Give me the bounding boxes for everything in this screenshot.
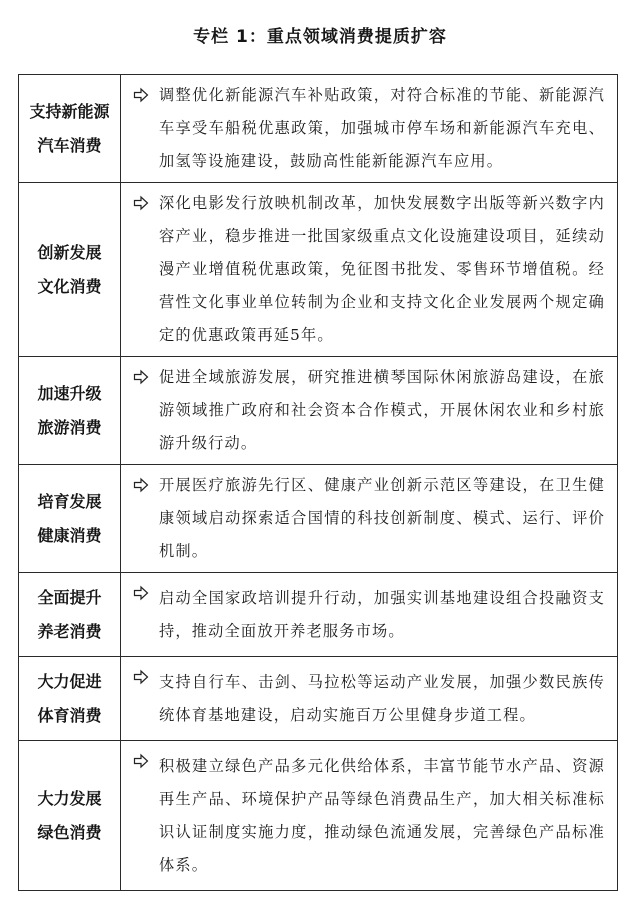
row-description-text: 启动全国家政培训提升行动，加强实训基地建设组合投融资支持，推动全面放开养老服务市场。 <box>159 588 605 640</box>
policy-table-body <box>19 75 618 891</box>
row-content <box>121 75 618 183</box>
table-row <box>19 741 618 891</box>
white-right-arrow-icon <box>133 669 149 685</box>
table-row <box>19 573 618 657</box>
row-content <box>121 465 618 573</box>
row-content <box>121 357 618 465</box>
row-content <box>121 657 618 741</box>
category-label-line-2: 健康消费 <box>37 525 102 545</box>
category-label-line-1: 加速升级 <box>37 383 102 403</box>
white-right-arrow-icon <box>133 585 149 601</box>
white-right-arrow-icon <box>133 477 149 493</box>
row-content <box>121 741 618 891</box>
row-content <box>121 573 618 657</box>
category-label-line-2: 绿色消费 <box>37 822 102 842</box>
white-right-arrow-icon <box>133 87 149 103</box>
page-title: 专栏 1：重点领域消费提质扩容 <box>193 27 447 47</box>
row-description-text: 促进全域旅游发展，研究推进横琴国际休闲旅游岛建设，在旅游领域推广政府和社会资本合作模式，开展休闲农业和乡村旅游升级行动。 <box>159 368 605 452</box>
white-right-arrow-icon <box>133 195 149 211</box>
row-description-text: 积极建立绿色产品多元化供给体系，丰富节能节水产品、资源再生产品、环境保护产品等绿色消费品生产，加大相关标准标识认证制度实施力度，推动绿色流通发展，完善绿色产品标准体系。 <box>159 756 605 874</box>
category-label-line-2: 汽车消费 <box>37 135 102 155</box>
row-content <box>121 183 618 357</box>
category-label-line-1: 全面提升 <box>37 587 102 607</box>
row-category-label <box>19 183 121 357</box>
table-row <box>19 357 618 465</box>
category-label-line-1: 创新发展 <box>37 242 102 262</box>
policy-table <box>18 74 618 891</box>
category-label-line-1: 培育发展 <box>37 491 102 511</box>
category-label-line-1: 大力促进 <box>37 671 102 691</box>
row-category-label <box>19 741 121 891</box>
row-category-label <box>19 465 121 573</box>
white-right-arrow-icon <box>133 753 149 769</box>
category-label-line-2: 养老消费 <box>37 621 102 641</box>
table-row <box>19 75 618 183</box>
row-description-text: 深化电影发行放映机制改革，加快发展数字出版等新兴数字内容产业，稳步推进一批国家级重点文化设施建设项目，延续动漫产业增值税优惠政策，免征图书批发、零售环节增值税。经营性文化事业单位转制为企业和支持文化企业发展两个规定确定的优惠政策再延5年。 <box>159 194 605 344</box>
row-category-label <box>19 357 121 465</box>
row-category-label <box>19 75 121 183</box>
category-label-line-2: 体育消费 <box>37 705 102 725</box>
category-label-line-1: 大力发展 <box>37 788 102 808</box>
category-label-line-2: 旅游消费 <box>37 417 102 437</box>
table-row <box>19 465 618 573</box>
table-row <box>19 657 618 741</box>
row-description-text: 调整优化新能源汽车补贴政策，对符合标准的节能、新能源汽车享受车船税优惠政策，加强城市停车场和新能源汽车充电、加氢等设施建设，鼓励高性能新能源汽车应用。 <box>159 86 605 170</box>
row-category-label <box>19 573 121 657</box>
table-row <box>19 183 618 357</box>
row-description-text: 支持自行车、击剑、马拉松等运动产业发展，加强少数民族传统体育基地建设，启动实施百万公里健身步道工程。 <box>159 672 605 724</box>
row-description-text: 开展医疗旅游先行区、健康产业创新示范区等建设，在卫生健康领域启动探索适合国情的科技创新制度、模式、运行、评价机制。 <box>159 476 605 560</box>
category-label-line-2: 文化消费 <box>37 276 102 296</box>
category-label-line-1: 支持新能源 <box>29 101 110 121</box>
white-right-arrow-icon <box>133 369 149 385</box>
row-category-label <box>19 657 121 741</box>
